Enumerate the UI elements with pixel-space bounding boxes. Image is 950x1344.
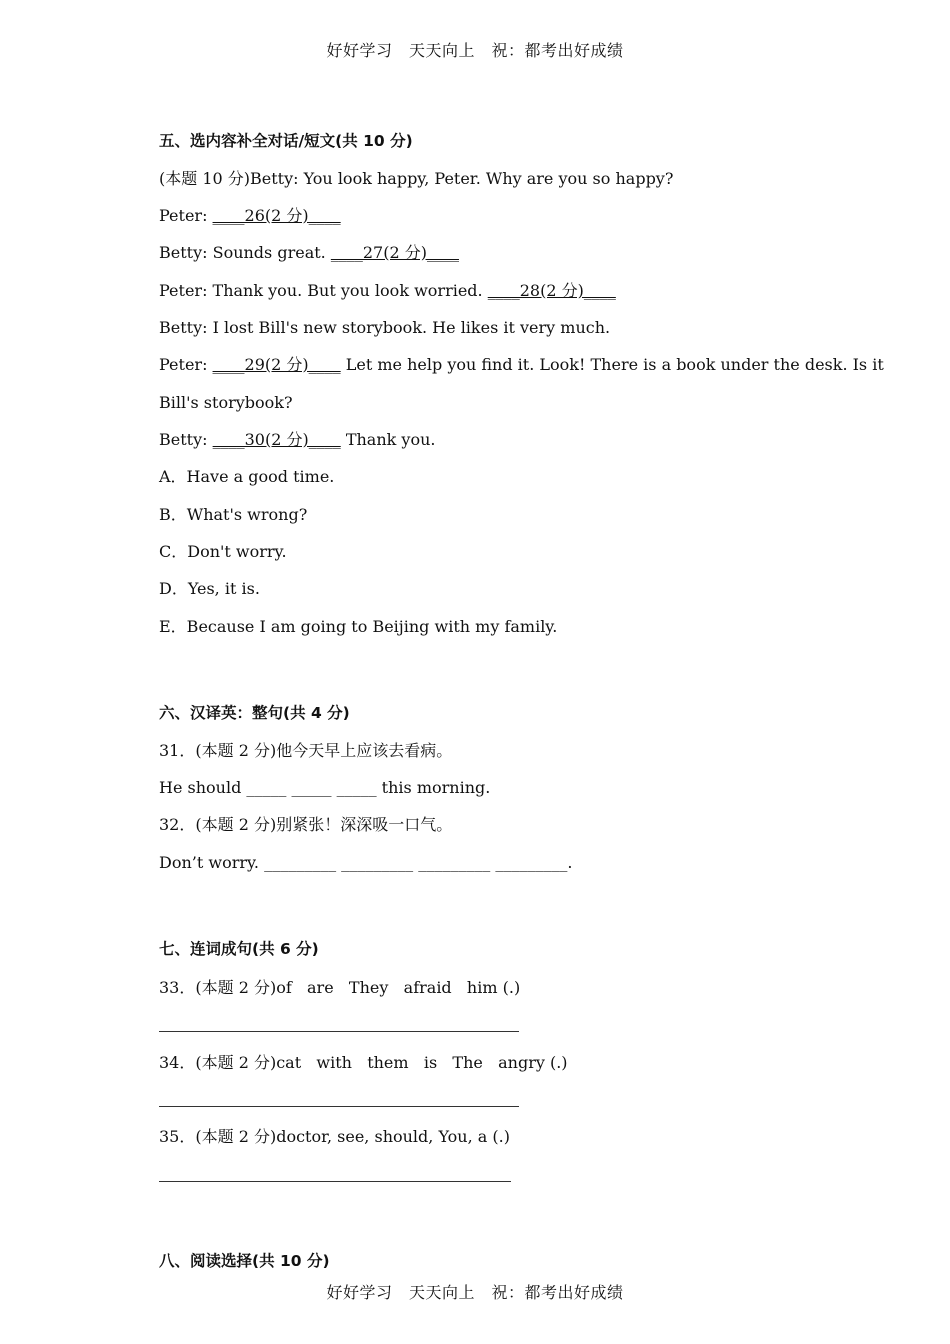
blank-27[interactable]: ____27(2 分)____ [330,243,459,262]
option-d: D．Yes, it is. [159,579,260,598]
answer-rule-34[interactable] [159,1106,519,1107]
dialogue-line-continuation: Bill's storybook? [159,393,293,412]
answer-rule-35[interactable] [159,1181,511,1182]
speaker-text: Peter: Thank you. But you look worried. [159,281,488,300]
answer-line-31: He should _____ _____ _____ this morning. [159,778,491,797]
question-35: 35．(本题 2 分)doctor, see, should, You, a (.) [159,1127,510,1146]
section-title-7: 七、连词成句(共 6 分) [159,940,319,958]
option-a: A．Have a good time. [159,467,335,486]
page-header: 好好学习 天天向上 祝：都考出好成绩 [326,41,624,60]
answer-rule-33[interactable] [159,1031,519,1032]
section-title-5: 五、选内容补全对话/短文(共 10 分) [159,132,413,150]
speaker-text: Betty: Sounds great. [159,243,331,262]
question-34: 34．(本题 2 分)cat with them is The angry (.) [159,1053,568,1072]
blank-28[interactable]: ____28(2 分)____ [487,281,616,300]
speaker-label: Peter: [159,355,213,374]
question-31: 31．(本题 2 分)他今天早上应该去看病。 [159,741,453,760]
option-e: E．Because I am going to Beijing with my family. [159,617,558,636]
blank-30[interactable]: ____30(2 分)____ [212,430,341,449]
dialogue-line-betty-lost: Betty: I lost Bill's new storybook. He likes it very much. [159,318,611,337]
dialogue-line-peter-26 [159,206,341,226]
question-33: 33．(本题 2 分)of are They afraid him (.) [159,978,521,997]
dialogue-line-betty-30 [159,430,435,450]
question-32: 32．(本题 2 分)别紧张！深深吸一口气。 [159,815,453,834]
speaker-label: Peter: [159,206,213,225]
blank-26[interactable]: ____26(2 分)____ [212,206,341,225]
option-b: B．What's wrong? [159,505,308,524]
section-title-8: 八、阅读选择(共 10 分) [159,1252,330,1270]
section-title-6: 六、汉译英：整句(共 4 分) [159,704,350,722]
dialogue-line-peter-29 [159,355,884,375]
speaker-text: Thank you. [340,430,436,449]
dialogue-line-peter-28 [159,281,616,301]
dialogue-line-betty-27 [159,243,459,263]
speaker-text: Let me help you find it. Look! There is a book under the desk. Is it [340,355,884,374]
blank-29[interactable]: ____29(2 分)____ [212,355,341,374]
speaker-label: Betty: [159,430,213,449]
dialogue-intro: (本题 10 分)Betty: You look happy, Peter. Why are you so happy? [159,169,674,188]
page-footer: 好好学习 天天向上 祝：都考出好成绩 [326,1283,624,1302]
answer-line-32: Don’t worry. _________ _________ _________ _________. [159,853,573,872]
option-c: C．Don't worry. [159,542,287,561]
